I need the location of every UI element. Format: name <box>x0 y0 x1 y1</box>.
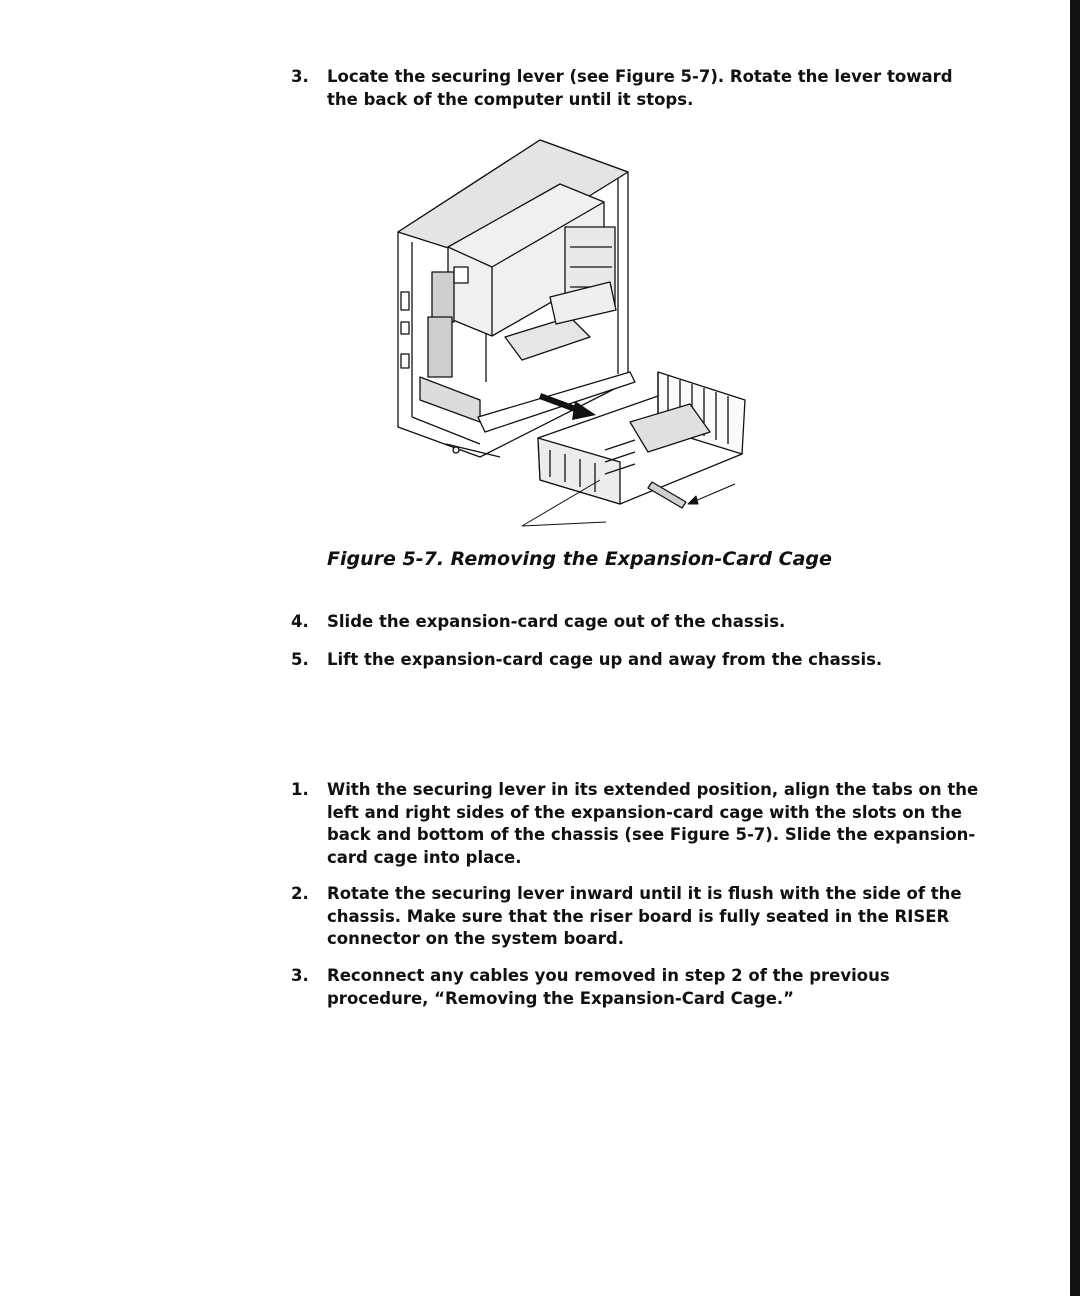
step-item <box>291 779 981 869</box>
step-number: 2. <box>291 884 309 903</box>
chassis-drawing <box>398 140 635 457</box>
step-text: Locate the securing lever (see Figure 5-7). Rotate the lever toward the back of the computer until it stops. <box>327 67 953 109</box>
step-number: 1. <box>291 780 309 799</box>
step-number: 3. <box>291 966 309 985</box>
step-text: Rotate the securing lever inward until it is flush with the side of the chassis. Make sure that the riser board is fully seated in the RISER connector on the system board. <box>327 884 962 948</box>
figure-caption: Figure 5-7. Removing the Expansion-Card Cage <box>327 548 832 570</box>
expansion-card-cage-illustration <box>390 132 760 532</box>
step-item <box>291 649 981 672</box>
step-item <box>291 883 981 951</box>
step-number: 3. <box>291 67 309 86</box>
step-text: Lift the expansion-card cage up and away from the chassis. <box>327 650 883 669</box>
step-item <box>291 611 981 634</box>
page-edge-bar <box>1070 0 1080 1296</box>
step-text: With the securing lever in its extended position, align the tabs on the left and right sides of the expansion-card cage with the slots on the back and bottom of the chassis (see Figure 5-7). Slide the expansion-card cage into place. <box>327 780 979 867</box>
step-text: Slide the expansion-card cage out of the chassis. <box>327 612 786 631</box>
step-item <box>291 965 981 1010</box>
step-item <box>291 66 981 111</box>
step-number: 4. <box>291 612 309 631</box>
step-text: Reconnect any cables you removed in step 2 of the previous procedure, “Removing the Expansion-Card Cage.” <box>327 966 890 1008</box>
step-number: 5. <box>291 650 309 669</box>
